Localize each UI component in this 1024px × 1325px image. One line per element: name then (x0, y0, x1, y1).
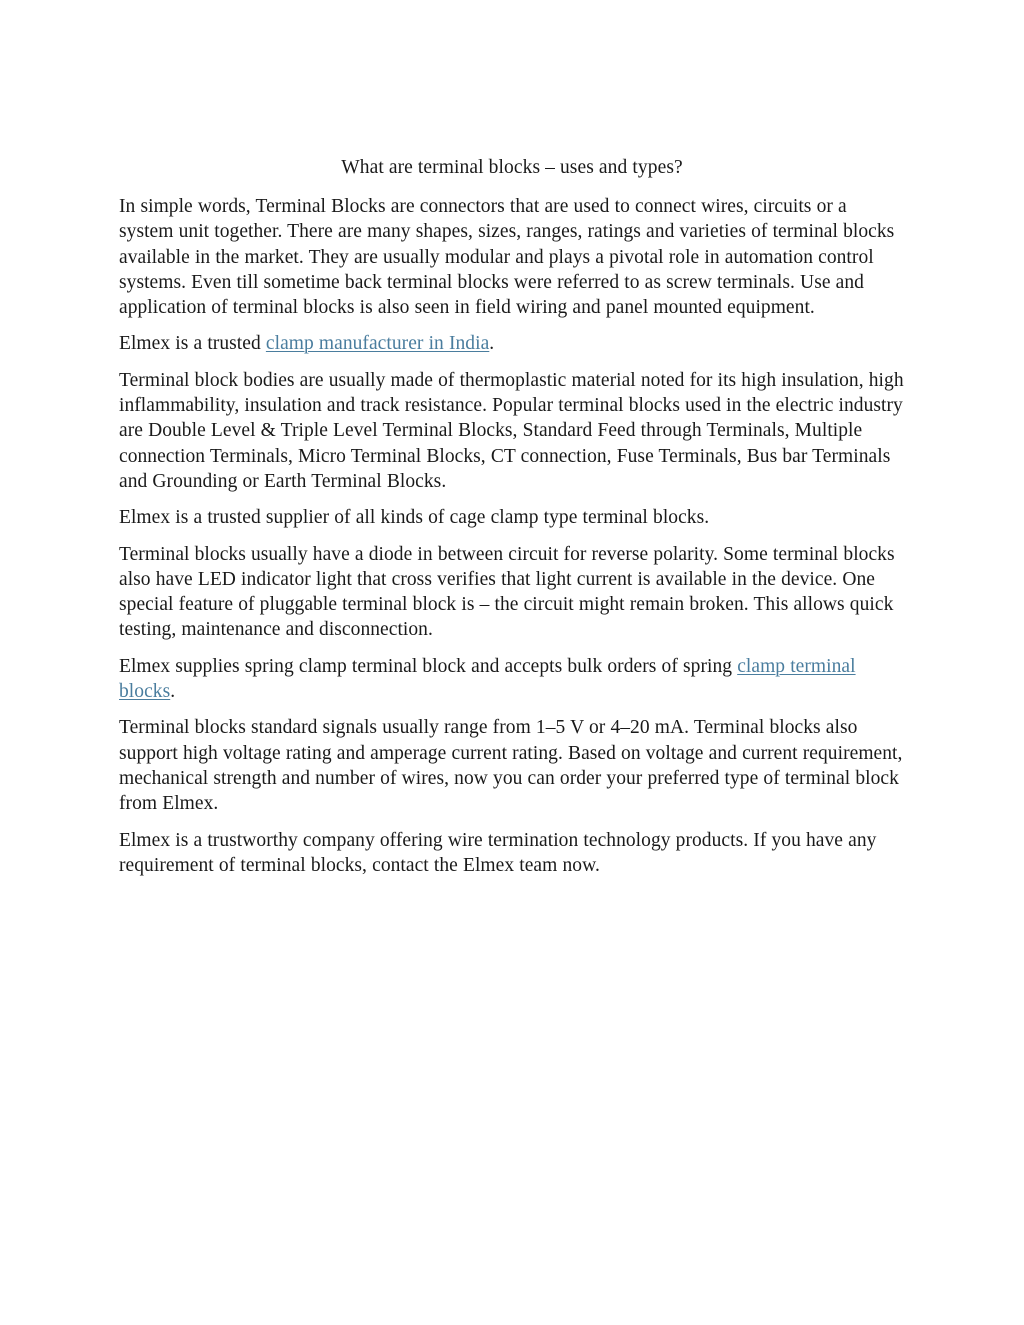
paragraph-block-bodies: Terminal block bodies are usually made of thermoplastic material noted for its high insulation, high inflammability, insulation and track resistance. Popular terminal blocks used in the electric industry are Double Level & Triple Level Terminal Blocks, Standard Feed through Terminals, Multiple connection Terminals, Micro Terminal Blocks, CT connection, Fuse Terminals, Bus bar Terminals and Grounding or Earth Terminal Blocks. (119, 369, 904, 492)
document-body (119, 194, 905, 878)
link-clamp-manufacturer-in-india[interactable]: clamp manufacturer in India (265, 333, 490, 355)
paragraph-diode-led: Terminal blocks usually have a diode in between circuit for reverse polarity. Some terminal blocks also have LED indicator light that cross verifies that light current is available in the device. One special feature of pluggable terminal block is – the circuit might remain broken. This allows quick testing, maintenance and disconnection. (119, 543, 895, 641)
paragraph-intro: In simple words, Terminal Blocks are connectors that are used to connect wires, circuits or a system unit together. There are many shapes, sizes, ranges, ratings and varieties of terminal blocks available in the market. They are usually modular and plays a pivotal role in automation control systems. Even till sometime back terminal blocks were referred to as screw terminals. Use and application of terminal blocks is also seen in field wiring and panel mounted equipment. (119, 196, 895, 319)
paragraph-closing: Elmex is a trustworthy company offering wire termination technology products. If you have any requirement of terminal blocks, contact the Elmex team now. (119, 829, 877, 876)
paragraph-cage-clamp-supplier: Elmex is a trusted supplier of all kinds of cage clamp type terminal blocks. (119, 507, 710, 529)
link-clamp-terminal-blocks[interactable]: clamp terminal blocks (119, 655, 856, 703)
paragraph-standard-signals: Terminal blocks standard signals usually range from 1–5 V or 4–20 mA. Terminal blocks also support high voltage rating and amperage current rating. Based on voltage and current requirement, mechanical strength and number of wires, now you can order your preferred type of terminal block from Elmex. (119, 717, 903, 815)
paragraph-trusted-manufacturer-text-after: . (489, 333, 495, 355)
page-title: What are terminal blocks – uses and types? (341, 157, 683, 178)
paragraph-spring-clamp-text-after: . (170, 681, 176, 703)
paragraph-spring-clamp-orders (119, 654, 905, 705)
paragraph-spring-clamp-text-before: Elmex supplies spring clamp terminal block and accepts bulk orders of spring (119, 655, 738, 677)
paragraph-trusted-manufacturer (119, 331, 905, 356)
paragraph-trusted-manufacturer-text-before: Elmex is a trusted (119, 333, 266, 355)
